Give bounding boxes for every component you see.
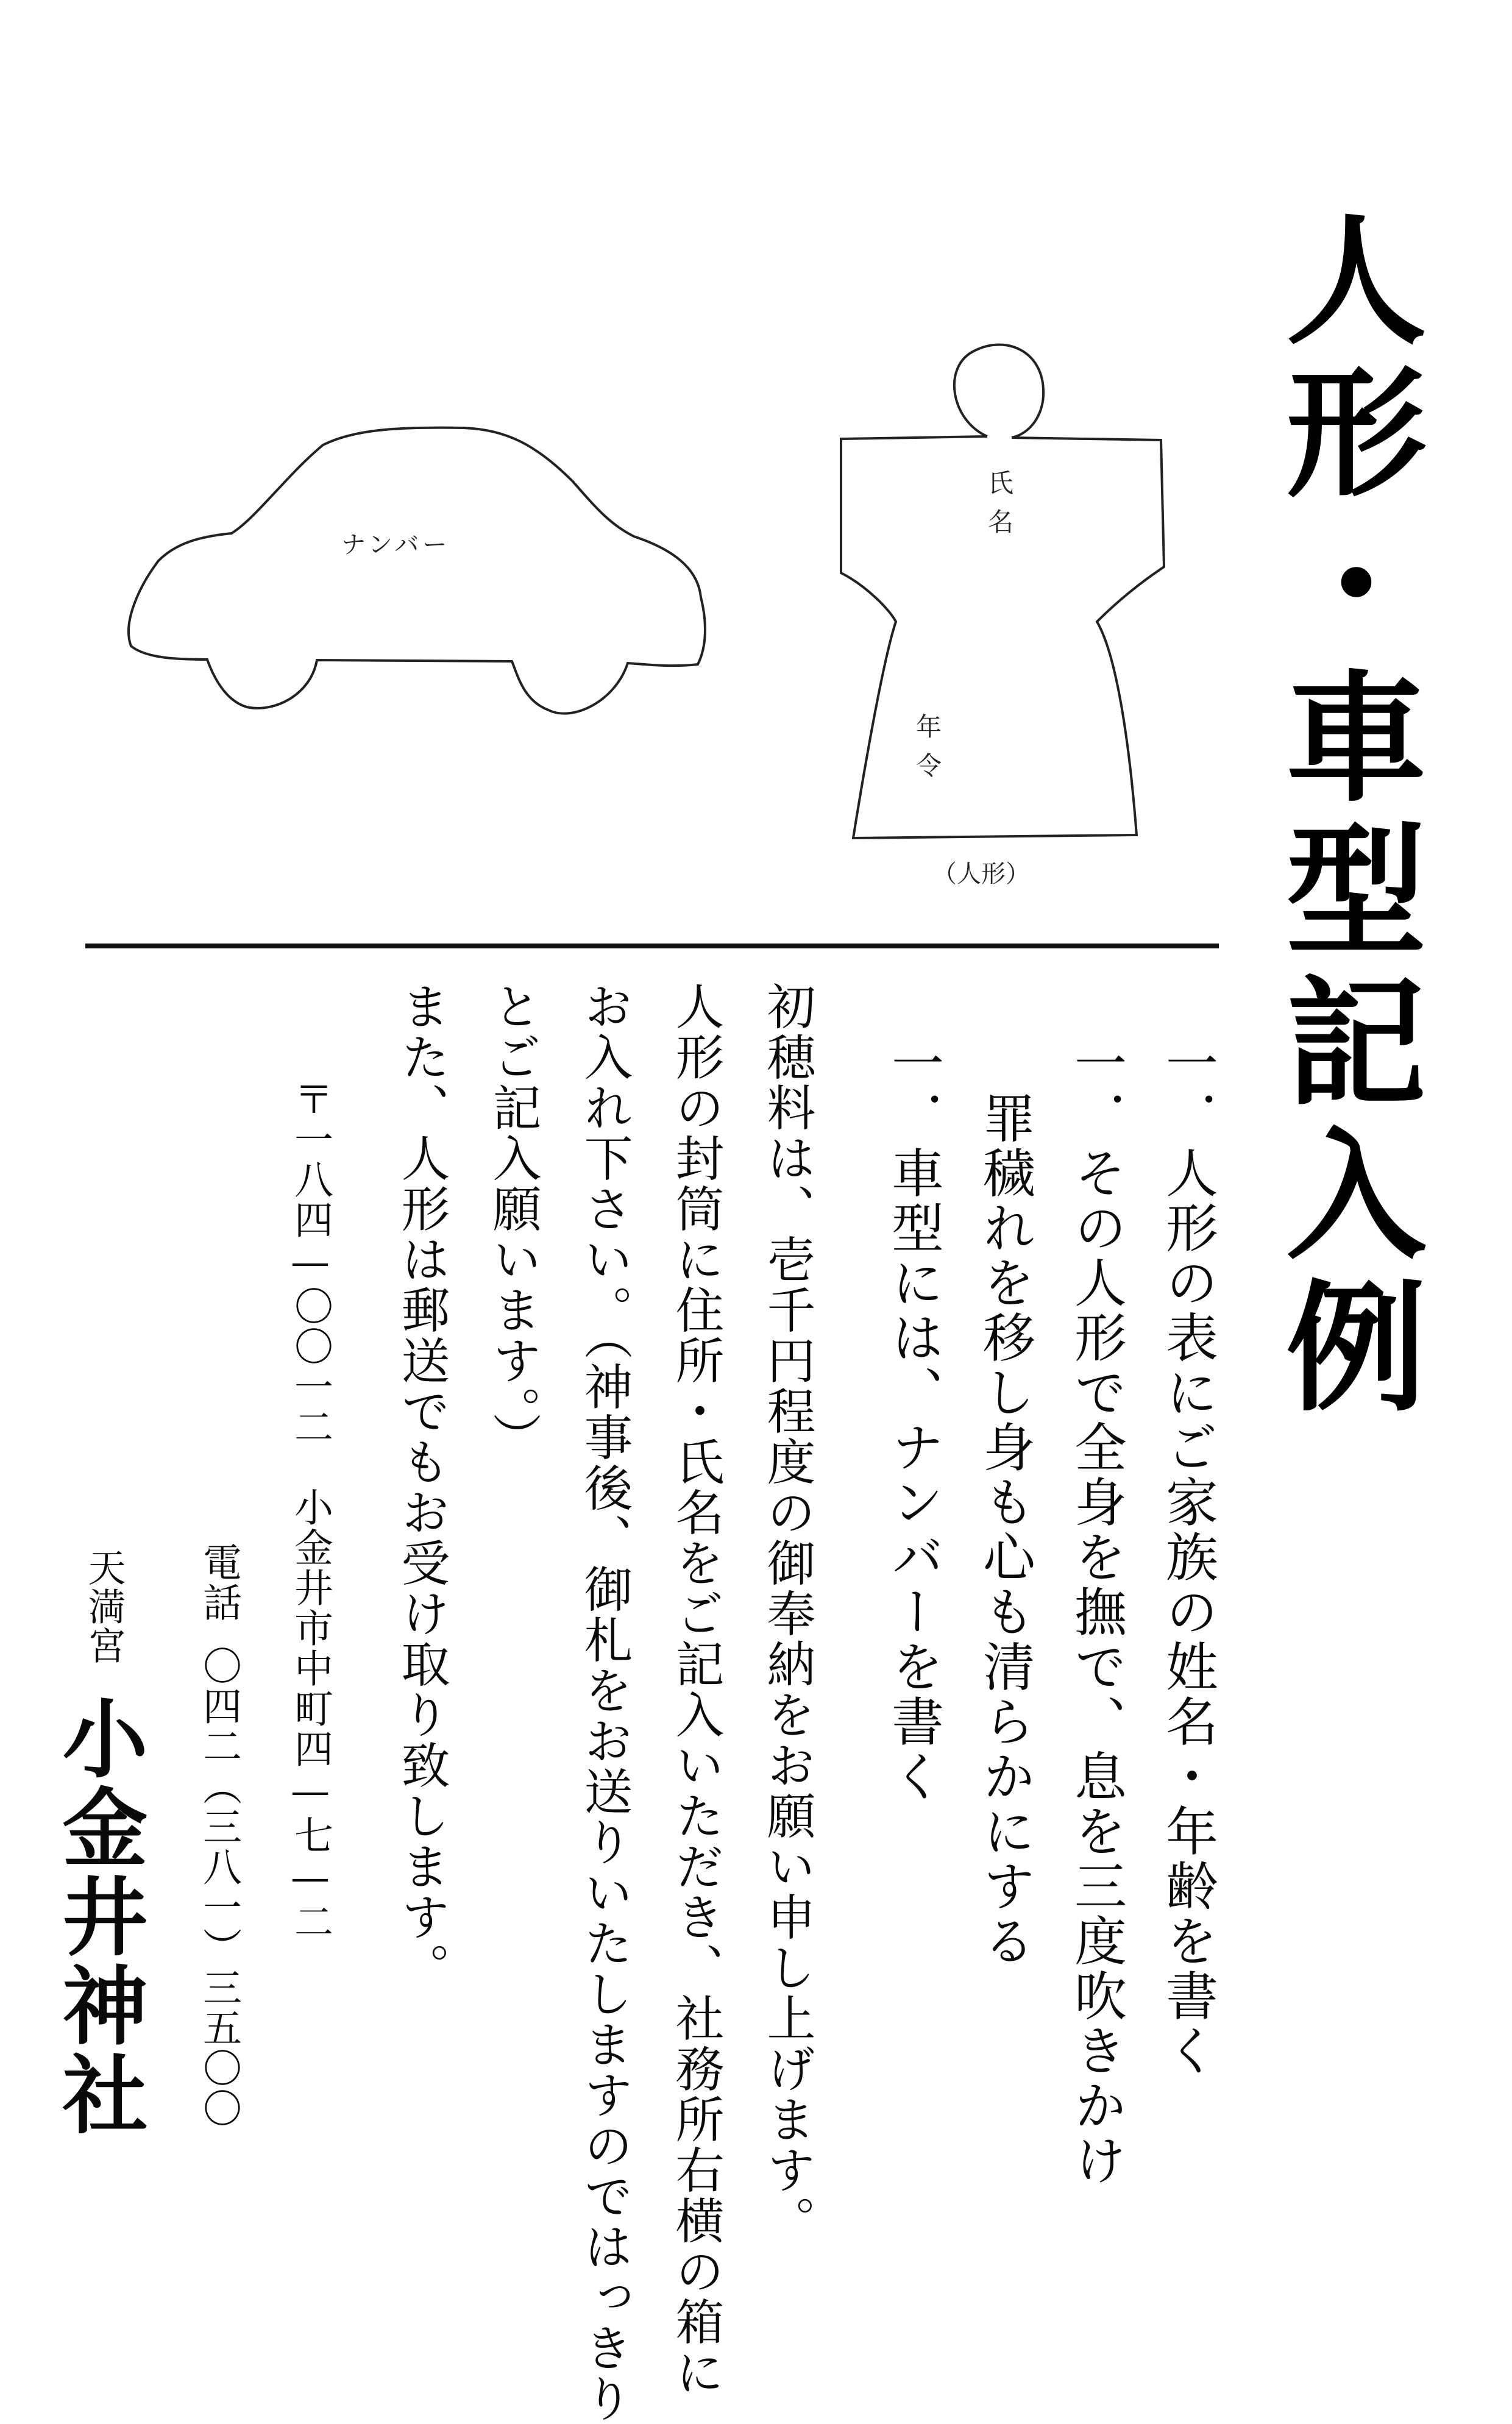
body-line: とご記入願います。）	[484, 981, 541, 1463]
phone-label: 電話	[196, 1542, 241, 1623]
divider	[85, 944, 1219, 948]
doll-caption: （人形）	[932, 860, 1030, 888]
car-outline	[129, 428, 705, 714]
doll-age-label: 年令	[912, 713, 942, 791]
body-line: 初穂料は、壱千円程度の御奉納をお願い申し上げます。	[759, 981, 815, 2246]
instruction-item: 一．車型には、ナンバーを書く	[882, 1036, 943, 1804]
body-line: お入れ下さい。（神事後、御札をお送りいたしますのではっきり	[576, 981, 633, 2424]
doll-name-label: 氏名	[984, 469, 1014, 547]
body-line: 人形の封筒に住所・氏名をご記入いただき、社務所右横の箱に	[667, 981, 724, 2398]
car-number-label: ナンバー	[341, 531, 451, 559]
postal-address: 〒一八四—〇〇一二 小金井市中町四—七—二	[288, 1079, 333, 1942]
phone-number: 〇四二（三八一）三五〇〇	[196, 1646, 241, 2128]
page-title: 人形・車型記入例	[1262, 207, 1427, 1426]
body-line: また、人形は郵送でもお受け取り致します。	[393, 981, 450, 1993]
instruction-item: 一．人形の表にご家族の姓名・年齢を書く	[1157, 1036, 1218, 2078]
shrine-type: 天満宮	[82, 1548, 126, 1665]
instruction-item: 一．その人形で全身を撫で、息を三度吹きかけ	[1065, 1036, 1126, 2188]
doll-outline	[841, 344, 1164, 838]
shrine-name: 小金井神社	[48, 1694, 148, 2139]
instruction-continuation: 罪穢れを移し身も心も清らかにする	[974, 1091, 1035, 1969]
